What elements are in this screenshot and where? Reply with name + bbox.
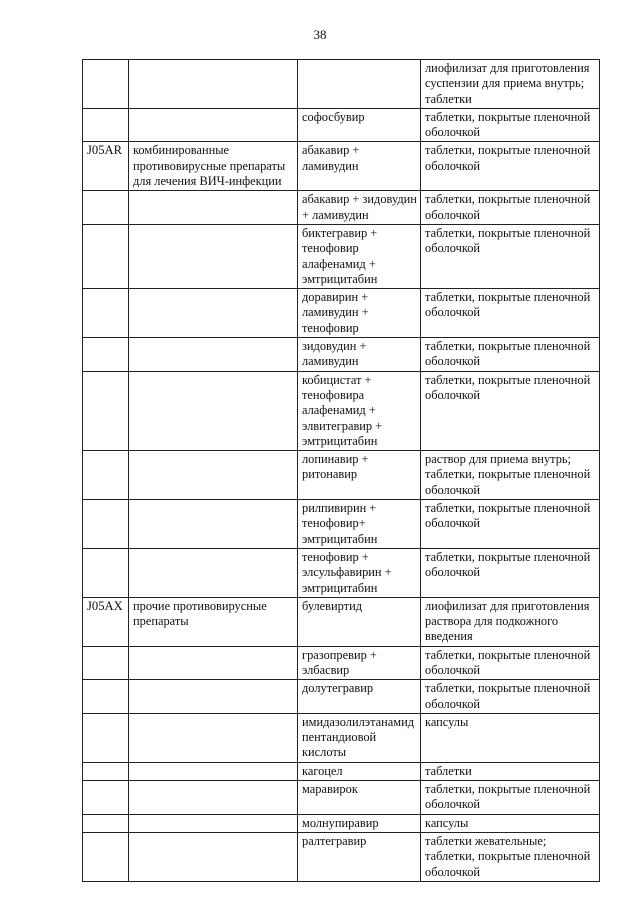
atc-code-cell: J05AX [83, 597, 129, 646]
drug-name-cell: абакавир + зидовудин + ламивудин [298, 191, 421, 225]
atc-group-cell [129, 713, 298, 762]
table-row [83, 371, 600, 450]
atc-code-cell [83, 108, 129, 142]
drug-name-cell: маравирок [298, 781, 421, 815]
table-row [83, 451, 600, 500]
drug-name-cell: абакавир + ламивудин [298, 142, 421, 191]
atc-code-cell [83, 762, 129, 780]
drug-name-cell: биктегравир + тенофовир алафенамид + эмтрицитабин [298, 224, 421, 288]
table-row [83, 680, 600, 714]
dosage-form-cell: таблетки жевательные; таблетки, покрытые пленочной оболочкой [421, 832, 600, 881]
atc-group-cell [129, 500, 298, 549]
atc-code-cell [83, 338, 129, 372]
atc-group-cell: комбинированные противовирусные препараты для лечения ВИЧ-инфекции [129, 142, 298, 191]
atc-code-cell [83, 451, 129, 500]
atc-group-cell [129, 60, 298, 109]
drug-name-cell [298, 60, 421, 109]
atc-code-cell [83, 371, 129, 450]
table-row [83, 781, 600, 815]
atc-code-cell [83, 713, 129, 762]
table-row [83, 338, 600, 372]
atc-group-cell [129, 762, 298, 780]
dosage-form-cell: таблетки, покрытые пленочной оболочкой [421, 142, 600, 191]
atc-code-cell [83, 781, 129, 815]
atc-code-cell [83, 224, 129, 288]
table-row [83, 646, 600, 680]
drug-name-cell: тенофовир + элсульфавирин + эмтрицитабин [298, 548, 421, 597]
dosage-form-cell: таблетки, покрытые пленочной оболочкой [421, 500, 600, 549]
table-row [83, 713, 600, 762]
drug-name-cell: имидазолилэтанамид пентандиовой кислоты [298, 713, 421, 762]
atc-group-cell [129, 338, 298, 372]
table-row [83, 224, 600, 288]
table-row [83, 832, 600, 881]
atc-group-cell [129, 646, 298, 680]
table-row [83, 108, 600, 142]
table-row [83, 142, 600, 191]
table-row [83, 60, 600, 109]
atc-code-cell [83, 646, 129, 680]
atc-group-cell [129, 371, 298, 450]
atc-group-cell [129, 548, 298, 597]
atc-code-cell [83, 832, 129, 881]
drug-name-cell: лопинавир + ритонавир [298, 451, 421, 500]
dosage-form-cell: таблетки, покрытые пленочной оболочкой [421, 108, 600, 142]
drug-name-cell: молнупиравир [298, 814, 421, 832]
table-row [83, 762, 600, 780]
drug-name-cell: кобицистат + тенофовира алафенамид + элвитегравир + эмтрицитабин [298, 371, 421, 450]
atc-group-cell [129, 224, 298, 288]
dosage-form-cell: таблетки, покрытые пленочной оболочкой [421, 680, 600, 714]
drug-name-cell: рилпивирин + тенофовир+ эмтрицитабин [298, 500, 421, 549]
dosage-form-cell: таблетки, покрытые пленочной оболочкой [421, 548, 600, 597]
atc-group-cell [129, 451, 298, 500]
dosage-form-cell: капсулы [421, 713, 600, 762]
dosage-form-cell: таблетки, покрытые пленочной оболочкой [421, 781, 600, 815]
atc-group-cell [129, 289, 298, 338]
drug-name-cell: булевиртид [298, 597, 421, 646]
dosage-form-cell: таблетки, покрытые пленочной оболочкой [421, 191, 600, 225]
table-row [83, 500, 600, 549]
drug-name-cell: ралтегравир [298, 832, 421, 881]
drug-table [82, 59, 600, 882]
drug-name-cell: доравирин + ламивудин + тенофовир [298, 289, 421, 338]
dosage-form-cell: таблетки, покрытые пленочной оболочкой [421, 289, 600, 338]
atc-code-cell [83, 191, 129, 225]
table-row [83, 814, 600, 832]
atc-group-cell [129, 680, 298, 714]
atc-group-cell: прочие противовирусные препараты [129, 597, 298, 646]
page-number: 38 [313, 27, 327, 42]
table-row [83, 548, 600, 597]
table-row [83, 597, 600, 646]
atc-group-cell [129, 814, 298, 832]
dosage-form-cell: лиофилизат для приготовления суспензии для приема внутрь; таблетки [421, 60, 600, 109]
atc-group-cell [129, 108, 298, 142]
atc-code-cell: J05AR [83, 142, 129, 191]
drug-name-cell: гразопревир + элбасвир [298, 646, 421, 680]
atc-code-cell [83, 500, 129, 549]
drug-name-cell: кагоцел [298, 762, 421, 780]
atc-code-cell [83, 60, 129, 109]
atc-group-cell [129, 781, 298, 815]
drug-table-body [83, 60, 600, 882]
atc-code-cell [83, 814, 129, 832]
atc-group-cell [129, 832, 298, 881]
drug-name-cell: зидовудин + ламивудин [298, 338, 421, 372]
atc-group-cell [129, 191, 298, 225]
dosage-form-cell: таблетки, покрытые пленочной оболочкой [421, 338, 600, 372]
atc-code-cell [83, 548, 129, 597]
atc-code-cell [83, 680, 129, 714]
dosage-form-cell: таблетки, покрытые пленочной оболочкой [421, 646, 600, 680]
drug-name-cell: софосбувир [298, 108, 421, 142]
atc-code-cell [83, 289, 129, 338]
dosage-form-cell: капсулы [421, 814, 600, 832]
table-row [83, 289, 600, 338]
dosage-form-cell: таблетки, покрытые пленочной оболочкой [421, 224, 600, 288]
table-row [83, 191, 600, 225]
dosage-form-cell: таблетки, покрытые пленочной оболочкой [421, 371, 600, 450]
dosage-form-cell: таблетки [421, 762, 600, 780]
dosage-form-cell: лиофилизат для приготовления раствора для подкожного введения [421, 597, 600, 646]
drug-name-cell: долутегравир [298, 680, 421, 714]
dosage-form-cell: раствор для приема внутрь; таблетки, покрытые пленочной оболочкой [421, 451, 600, 500]
